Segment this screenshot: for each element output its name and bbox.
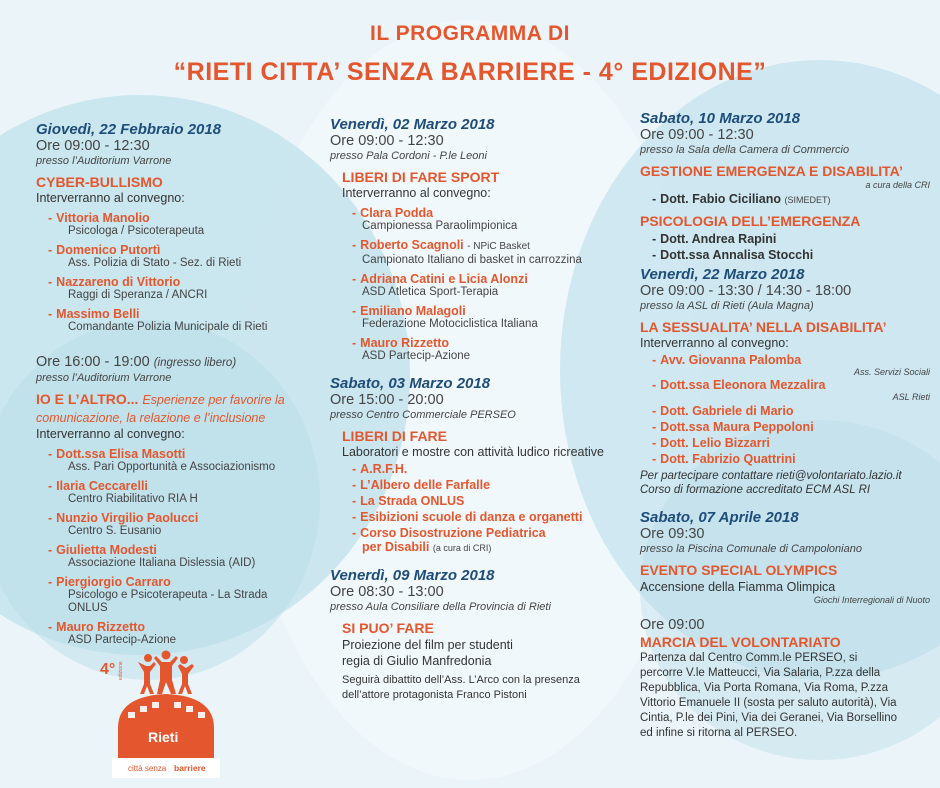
speaker-role: Psicologo e Psicoterapeuta - La Strada ONLUS xyxy=(68,589,268,614)
logo-edition: 4° xyxy=(100,661,116,678)
event-time: Ore 15:00 - 20:00 xyxy=(330,392,444,408)
speaker-name: - Dott.ssa Eleonora Mezzalira xyxy=(652,378,826,392)
event-date: Sabato, 07 Aprile 2018 xyxy=(640,509,799,526)
event-time: Ore 09:30 xyxy=(640,526,705,542)
event-place: presso Aula Consiliare della Provincia di Rieti xyxy=(330,601,551,613)
logo-city: Rieti xyxy=(148,729,179,745)
speaker-name: - Dott. Lelio Bizzarri xyxy=(652,436,770,450)
speaker-name: - Domenico Putortì xyxy=(48,243,161,257)
event-place: presso l’Auditorium Varrone xyxy=(36,155,172,167)
speaker-name: - Mauro Rizzetto xyxy=(352,336,450,350)
event-title: GESTIONE EMERGENZA E DISABILITA’ xyxy=(640,163,903,179)
speaker-name: - Giulietta Modesti xyxy=(48,543,157,557)
speaker-role: Federazione Motociclistica Italiana xyxy=(362,318,538,330)
activity-item: - La Strada ONLUS xyxy=(352,494,465,508)
event-title: LIBERI DI FARE xyxy=(342,428,448,444)
speaker-name: - Nunzio Virgilio Paolucci xyxy=(48,511,199,525)
speaker-name: - Roberto Scagnoli - NPiC Basket xyxy=(352,238,530,252)
event-subtitle: a cura della CRI xyxy=(865,180,930,190)
event-description: Partenza dal Centro Comm.le PERSEO, si percorre V.le Matteucci, Via Salaria, P.zza della Repubblica, Via Porta Romana, Via Roma, P.zza Vittorio Emanuele II (sosta per saluto autorità), Via Cintia, P.le dei Pini, Via dei Geranei, Via Borsellino ed infine si ritorna al PERSEO. xyxy=(640,652,897,739)
page-header xyxy=(0,22,940,87)
event-description: Seguirà dibattito dell’Ass. L’Arco con la presenza dell’attore protagonista Franco Pistoni xyxy=(342,674,580,701)
event-title: MARCIA DEL VOLONTARIATO xyxy=(640,634,841,650)
logo-edition-word: edizione xyxy=(118,661,124,680)
speaker-name: - Mauro Rizzetto xyxy=(48,620,146,634)
speaker-role: Campionato Italiano di basket in carrozzina xyxy=(362,254,582,266)
speaker-role: Centro S. Eusanio xyxy=(68,525,162,537)
event-date: Venerdì, 22 Marzo 2018 xyxy=(640,266,805,283)
event-place: presso la ASL di Rieti (Aula Magna) xyxy=(640,300,814,312)
speaker-name: - Avv. Giovanna Palomba xyxy=(652,353,802,367)
activity-item: - Corso Disostruzione Pediatrica xyxy=(352,526,546,540)
event-date: Venerdì, 02 Marzo 2018 xyxy=(330,116,495,133)
logo-graphic xyxy=(88,650,248,780)
event-place: presso la Sala della Camera di Commercio xyxy=(640,144,850,156)
activity-item: - L’Albero delle Farfalle xyxy=(352,478,491,492)
speaker-list xyxy=(36,447,306,647)
speaker-role: Centro Riabilitativo RIA H xyxy=(68,493,198,505)
speaker-name: - Dott. Andrea Rapini xyxy=(652,232,777,246)
event-logo xyxy=(88,650,248,780)
speaker-name: - Vittoria Manolio xyxy=(48,211,150,225)
event-intro: Interverranno al convegno: xyxy=(640,336,789,350)
logo-tagline-b: barriere xyxy=(174,763,206,773)
speaker-role: Campionessa Paraolimpionica xyxy=(362,220,518,232)
speaker-role: ASD Atletica Sport-Terapia xyxy=(362,286,499,298)
event-title: IO E L’ALTRO... Esperienze per favorire la comunicazione, la relazione e l’inclusione xyxy=(36,391,285,425)
contact-note: Per partecipare contattare rieti@volontariato.lazio.it xyxy=(640,470,902,482)
event-place: presso l’Auditorium Varrone xyxy=(36,372,172,384)
event-title: LIBERI DI FARE SPORT xyxy=(342,169,500,185)
speaker-name: - Dott.ssa Maura Peppoloni xyxy=(652,420,814,434)
event-place: presso Pala Cordoni - P.le Leoni xyxy=(330,150,487,162)
speaker-name: - Nazzareno di Vittorio xyxy=(48,275,181,289)
speaker-name: - Clara Podda xyxy=(352,206,434,220)
event-title: PSICOLOGIA DELL’EMERGENZA xyxy=(640,213,861,229)
event-title: CYBER-BULLISMO xyxy=(36,174,163,190)
speaker-role: Associazione Italiana Dislessia (AID) xyxy=(68,557,256,569)
event-time: Ore 09:00 - 12:30 xyxy=(36,138,150,154)
speaker-name: - Massimo Belli xyxy=(48,307,140,321)
event-subtitle: Giochi Interregionali di Nuoto xyxy=(813,595,930,605)
speaker-name: - Piergiorgio Carraro xyxy=(48,575,171,589)
speaker-name: - Dott.ssa Elisa Masotti xyxy=(48,447,186,461)
event-intro: Interverranno al convegno: xyxy=(36,427,185,441)
event-time: Ore 09:00 xyxy=(640,617,705,633)
logo-tower-icon xyxy=(118,694,214,760)
page-title: “RIETI CITTA’ SENZA BARRIERE - 4° EDIZIONE” xyxy=(173,58,767,86)
speaker-name: - Dott. Fabio Ciciliano (SIMEDET) xyxy=(652,192,831,206)
event-title: SI PUO’ FARE xyxy=(342,620,434,636)
speaker-name: - Ilaria Ceccarelli xyxy=(48,479,148,493)
activity-item: - A.R.F.H. xyxy=(352,462,408,476)
speaker-role: Ass. Polizia di Stato - Sez. di Rieti xyxy=(68,257,242,269)
event-description: Proiezione del film per studenti xyxy=(342,638,513,652)
speaker-role: Ass. Pari Opportunità e Associazionismo xyxy=(68,461,276,473)
activity-item: - Esibizioni scuole di danza e organetti xyxy=(352,510,583,524)
activity-list xyxy=(330,462,620,555)
event-intro: Interverranno al convegno: xyxy=(36,191,185,205)
speaker-name: - Dott. Gabriele di Mario xyxy=(652,404,794,418)
column-center xyxy=(330,116,620,703)
speaker-role: Raggi di Speranza / ANCRI xyxy=(68,289,208,301)
ecm-note: Corso di formazione accreditato ECM ASL RI xyxy=(640,484,871,496)
event-time: Ore 08:30 - 13:00 xyxy=(330,584,444,600)
header-line-1: IL PROGRAMMA DI xyxy=(370,22,570,45)
event-title: LA SESSUALITA’ NELLA DISABILITA’ xyxy=(640,319,887,335)
speaker-role: ASD Partecip-Azione xyxy=(68,634,177,646)
speaker-role: Ass. Servizi Sociali xyxy=(853,367,930,377)
event-description: regia di Giulio Manfredonia xyxy=(342,654,492,668)
event-date: Giovedì, 22 Febbraio 2018 xyxy=(36,121,222,138)
event-time: Ore 16:00 - 19:00 (ingresso libero) xyxy=(36,354,237,370)
speaker-name: - Dott. Fabrizio Quattrini xyxy=(652,452,796,466)
event-intro: Interverranno al convegno: xyxy=(342,186,491,200)
event-date: Venerdì, 09 Marzo 2018 xyxy=(330,567,495,584)
logo-tagline-a: città senza xyxy=(128,764,167,773)
event-date: Sabato, 10 Marzo 2018 xyxy=(640,110,801,127)
event-place: presso la Piscina Comunale di Campoloniano xyxy=(640,543,862,555)
speaker-name: - Dott.ssa Annalisa Stocchi xyxy=(652,248,814,262)
event-time: Ore 09:00 - 12:30 xyxy=(640,127,754,143)
speaker-list xyxy=(330,206,620,363)
event-date: Sabato, 03 Marzo 2018 xyxy=(330,375,491,392)
column-right xyxy=(640,110,930,741)
speaker-list xyxy=(640,353,930,466)
speaker-role: ASD Partecip-Azione xyxy=(362,350,471,362)
event-description: Accensione della Fiamma Olimpica xyxy=(640,580,836,594)
speaker-name: - Adriana Catini e Licia Alonzi xyxy=(352,272,528,286)
event-place: presso Centro Commerciale PERSEO xyxy=(330,409,516,421)
activity-item-cont: per Disabili (a cura di CRI) xyxy=(362,540,492,554)
speaker-role: ASL Rieti xyxy=(892,392,930,402)
speaker-name: - Emiliano Malagoli xyxy=(352,304,466,318)
speaker-role: Comandante Polizia Municipale di Rieti xyxy=(68,321,268,333)
event-time: Ore 09:00 - 13:30 / 14:30 - 18:00 xyxy=(640,283,852,299)
event-time: Ore 09:00 - 12:30 xyxy=(330,133,444,149)
logo-figures-icon xyxy=(138,651,194,695)
speaker-role: Psicologa / Psicoterapeuta xyxy=(68,225,205,237)
speaker-list xyxy=(36,211,306,334)
event-intro: Laboratori e mostre con attività ludico ricreative xyxy=(342,445,604,459)
column-left xyxy=(36,121,306,647)
event-title: EVENTO SPECIAL OLYMPICS xyxy=(640,562,838,578)
